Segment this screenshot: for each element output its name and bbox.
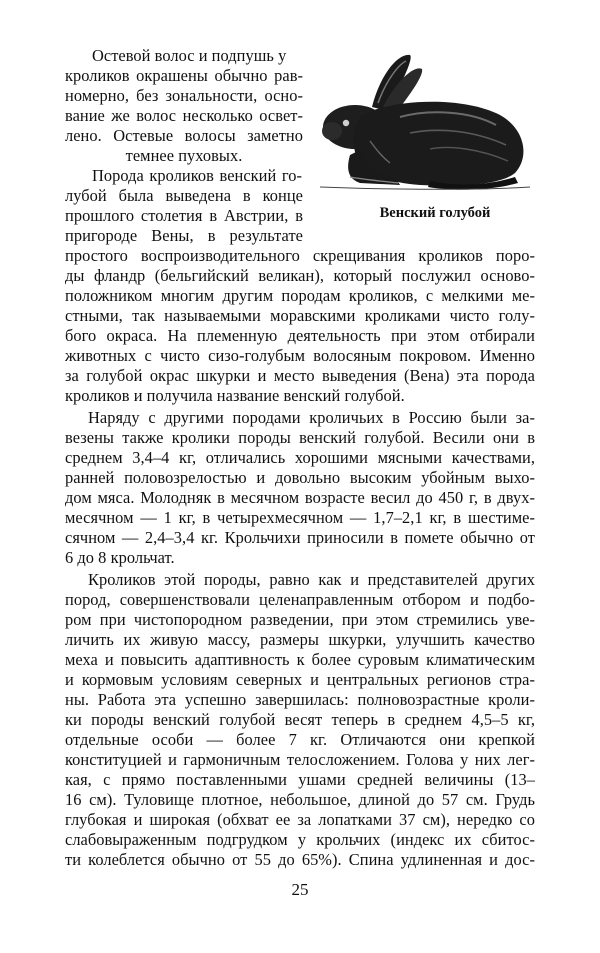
page-number: 25 <box>291 880 309 899</box>
rabbit-icon <box>310 45 535 195</box>
text-line: Кроликов этой породы, равно как и представителей других <box>88 570 535 589</box>
text-line: везены также кролики породы венский голубой. Весили они в <box>65 428 535 447</box>
text-line: темнее пуховых. <box>125 146 243 165</box>
text-line: бого окраса. На племенную деятельность при этом отбирали <box>65 326 535 345</box>
text-line: сячном — 2,4–3,4 кг. Крольчихи приносили в помете обычно от <box>65 528 535 547</box>
text-line: лубой была выведена в конце <box>65 186 303 205</box>
text-line: Порода кроликов венский го- <box>92 166 302 185</box>
text-line: конституцией и гармоничным телосложением. Голова у них лег- <box>65 750 535 769</box>
text-line: простого воспроизводительного скрещивания кроликов поро- <box>65 246 535 265</box>
text-line: ки породы венский голубой весят теперь в среднем 4,5–5 кг, <box>65 710 535 729</box>
text-line: Наряду с другими породами кроличьих в Россию были за- <box>88 408 535 427</box>
text-line: ды фландр (бельгийский великан), который послужил осново- <box>65 266 535 285</box>
text-line: Остевой волос и подпушь у <box>92 46 287 65</box>
text-line: кроликов окрашены обычно рав- <box>65 66 303 85</box>
text-line: и кормовым условиям северных и центральных регионов стра- <box>65 670 535 689</box>
text-line: глубокая и широкая (обхват ее за лопатками 37 см), нередко со <box>65 810 535 829</box>
text-line: животных с чисто сизо-голубым волосяным покровом. Именно <box>65 346 535 365</box>
text-line: ранней половозрелостью и довольно высоким убойным выхо- <box>65 468 535 487</box>
figure-caption: Венский голубой <box>379 205 491 221</box>
text-line: слабовыраженным подгрудком у крольчих (индекс их сбитос- <box>65 830 535 849</box>
text-line: кая, с прямо поставленными ушами средней величины (13– <box>65 770 535 789</box>
text-line: ром при чистопородном разведении, при этом стремились уве- <box>65 610 535 629</box>
text-line: стными, так называемыми моравскими кроликами чисто голу- <box>65 306 535 325</box>
text-line: 6 до 8 крольчат. <box>65 548 175 567</box>
rabbit-illustration <box>310 45 535 215</box>
text-line: ны. Работа эта успешно завершилась: полновозрастные кроли- <box>65 690 535 709</box>
text-line: личить их живую массу, размеры шкурки, улучшить качество <box>65 630 535 649</box>
text-line: пригороде Вены, в результате <box>65 226 303 245</box>
text-line: вание же волос несколько освет- <box>65 106 303 125</box>
text-line: прошлого столетия в Австрии, в <box>65 206 303 225</box>
text-line: положником многим другим породам кроликов, с мелкими ме- <box>65 286 535 305</box>
text-line: отдельные особи — более 7 кг. Отличаются они крепкой <box>65 730 535 749</box>
text-line: кроликов и получила название венский голубой. <box>65 386 405 405</box>
text-line: пород, совершенствовали целенаправленным отбором и подбо- <box>65 590 535 609</box>
text-line: среднем 3,4–4 кг, отличались хорошими мясными качествами, <box>65 448 535 467</box>
text-line: ти колеблется обычно от 55 до 65%). Спина удлиненная и дос- <box>65 850 535 869</box>
text-line: меха и повысить адаптивность к более суровым климатическим <box>65 650 535 669</box>
text-line: номерно, без зональности, осно- <box>65 86 303 105</box>
text-line: лено. Остевые волосы заметно <box>65 126 303 145</box>
text-line: 16 см). Туловище плотное, небольшое, длиной до 57 см. Грудь <box>65 790 535 809</box>
text-line: за голубой окрас шкурки и место выведения (Вена) эта порода <box>65 366 535 385</box>
text-line: месячном — 1 кг, в четырехмесячном — 1,7–2,1 кг, в шестиме- <box>65 508 535 527</box>
text-line: дом мяса. Молодняк в месячном возрасте весил до 450 г, в двух- <box>65 488 535 507</box>
